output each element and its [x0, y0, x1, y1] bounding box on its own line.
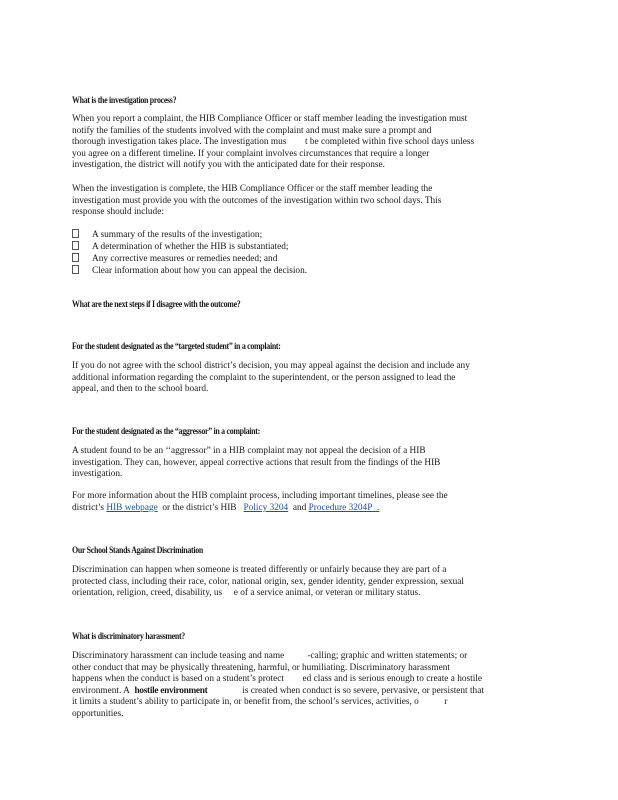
text-line: A student found to be an ‘‘aggressor” in a HIB complaint may not appeal the decision of a HIB: [72, 446, 426, 456]
list-item: Clear information about how you can appeal the decision.: [72, 265, 307, 278]
text-line: protected class, including their race, color, national origin, sex, gender identity, gender expression, sexual: [72, 576, 464, 587]
heading-next-steps: What are the next steps if I disagree with the outcome?: [72, 299, 241, 309]
heading-aggressor: For the student designated as the “aggressor” in a complaint:: [72, 426, 260, 436]
text-line: other conduct that may be physically threatening, harmful, or humiliating. Discriminatory harassment: [72, 662, 450, 673]
heading-discriminatory-harassment: What is discriminatory harassment?: [72, 631, 185, 641]
paragraph-investigation-complete: [72, 184, 552, 219]
text-line: response should include:: [72, 207, 164, 218]
bullet-box-icon: [72, 253, 79, 262]
text-line: additional information regarding the complaint to the superintendent, or the person assigned to lead the: [72, 372, 456, 383]
paragraph-harassment: [72, 651, 552, 721]
text-line: If you do not agree with the school district’s decision, you may appeal against the decision and include any: [72, 361, 470, 371]
bullet-box-icon: [72, 229, 79, 238]
paragraph-investigation: [72, 114, 552, 172]
hib-webpage-link[interactable]: HIB webpage: [106, 502, 158, 513]
list-item: Any corrective measures or remedies needed; and: [72, 253, 277, 266]
text-line: you agree on a different timeline. If your complaint involves circumstances that require a longer: [72, 148, 430, 159]
text-line: investigation, the district will notify you with the anticipated date for their response.: [72, 160, 385, 171]
text-line: opportunities.: [72, 708, 124, 719]
bullet-box-icon: [72, 265, 79, 274]
text-line: appeal, and then to the school board.: [72, 384, 209, 395]
text-line: it limits a student’s ability to participate in, or benefit from, the school’s services, activities, o r: [72, 697, 448, 708]
paragraph-discrimination: [72, 565, 552, 600]
list-item: A summary of the results of the investigation;: [72, 229, 262, 242]
procedure-3204p-link[interactable]: Procedure 3204P: [308, 502, 373, 513]
text-line: orientation, religion, creed, disability, us e of a service animal, or veteran or military status.: [72, 588, 421, 599]
bullet-box-icon: [72, 241, 79, 250]
text-line: investigation. They can, however, appeal corrective actions that result from the findings of the HIB: [72, 457, 441, 468]
text-line: happens when the conduct is based on a student’s protect ed class and is serious enough to create a hostile: [72, 674, 482, 685]
paragraph-targeted-student: [72, 361, 552, 396]
text-line: Discrimination can happen when someone is treated differently or unfairly because they are part of a: [72, 565, 447, 575]
text-line: environment. A hostile environment is created when conduct is so severe, pervasive, or persistent that: [72, 685, 484, 696]
heading-targeted-student: For the student designated as the “targeted student” in a complaint:: [72, 341, 281, 351]
heading-against-discrimination: Our School Stands Against Discrimination: [72, 545, 204, 555]
text-line: Discriminatory harassment can include teasing and name -calling; graphic and written statements; or: [72, 651, 468, 661]
text-line: district’s HIB webpage or the district’s HIB Policy 3204 and Procedure 3204P .: [72, 502, 380, 513]
text-line: notify the families of the students involved with the complaint and must make sure a prompt and: [72, 125, 432, 136]
paragraph-aggressor: [72, 446, 552, 481]
list-item: A determination of whether the HIB is substantiated;: [72, 241, 288, 254]
text-line: investigation must provide you with the outcomes of the investigation within two school days. This: [72, 195, 442, 206]
heading-investigation-process: What is the investigation process?: [72, 95, 177, 105]
paragraph-more-info: [72, 491, 552, 514]
hostile-environment-term: hostile environment: [134, 685, 208, 696]
text-line: When you report a complaint, the HIB Compliance Officer or staff member leading the investigation must: [72, 114, 468, 124]
text-line: investigation.: [72, 469, 123, 480]
link-period[interactable]: .: [372, 502, 380, 513]
text-line: For more information about the HIB complaint process, including important timelines, please see the: [72, 491, 448, 501]
text-line: thorough investigation takes place. The investigation mus t be completed within five school days unless: [72, 137, 475, 148]
text-line: When the investigation is complete, the HIB Compliance Officer or the staff member leading the: [72, 184, 433, 194]
policy-3204-link[interactable]: Policy 3204: [243, 502, 289, 513]
